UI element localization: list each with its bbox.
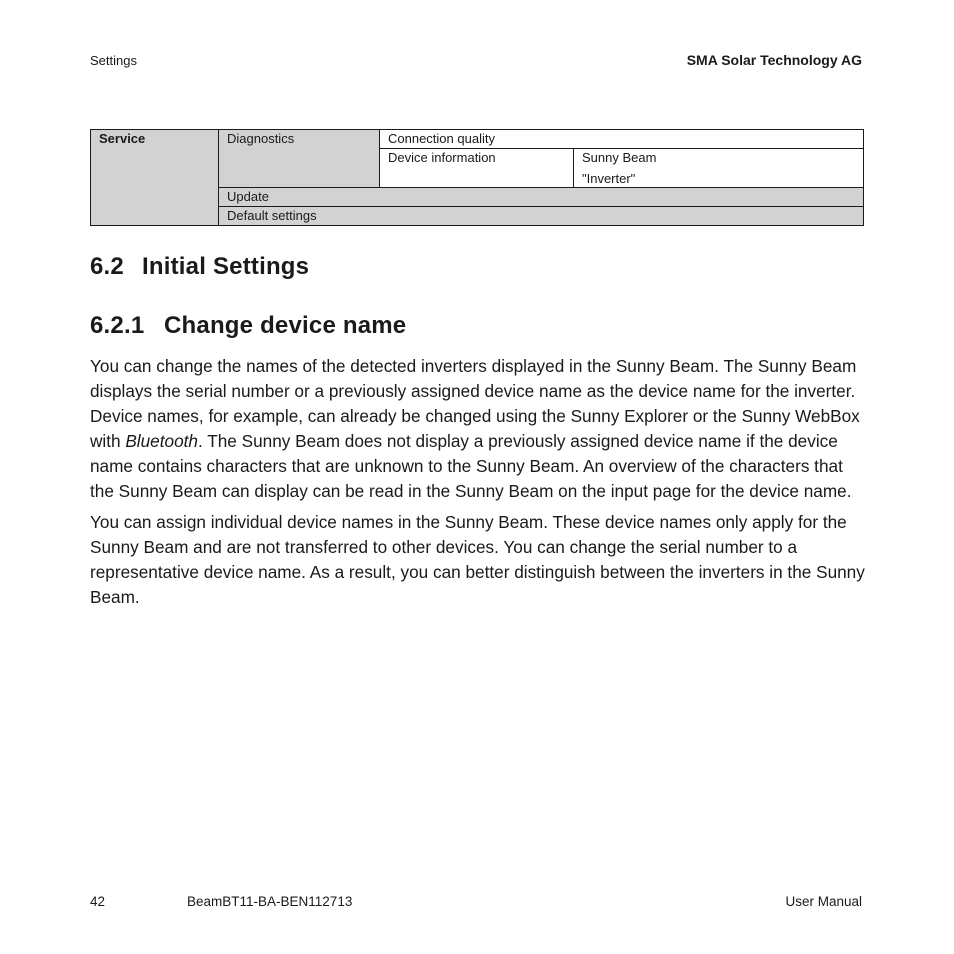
menu-cell-sunny-beam xyxy=(574,149,864,188)
paragraph-text: . The Sunny Beam does not display a previously assigned device name if the device name contains characters that are unknown to the Sunny Beam. An overview of the characters that the Sunny Beam can display can be read in the Sunny Beam on the input page for the device name. xyxy=(90,431,852,501)
menu-cell-inverter-label: "Inverter" xyxy=(582,171,636,186)
menu-cell-connection-quality: Connection quality xyxy=(380,130,864,149)
menu-cell-update: Update xyxy=(219,188,864,207)
footer-page-number: 42 xyxy=(90,894,106,909)
footer-manual-label: User Manual xyxy=(785,894,862,909)
header-company-name: SMA Solar Technology AG xyxy=(686,52,862,68)
heading-change-device-name xyxy=(90,312,406,340)
menu-cell-diagnostics: Diagnostics xyxy=(219,130,380,188)
menu-cell-default-settings: Default settings xyxy=(219,207,864,226)
paragraph-italic-term: Bluetooth xyxy=(125,431,198,451)
heading-number: 6.2.1 xyxy=(90,312,145,339)
heading-number: 6.2 xyxy=(90,253,124,280)
menu-cell-device-information: Device information xyxy=(380,149,574,188)
menu-structure-table xyxy=(90,129,864,226)
paragraph-text: You can change the names of the detected inverters displayed in the Sunny Beam. The Sunny Beam displays the serial number or a previously assigned device name as the device name for the inverter. Device names, for example, can already be changed using the Sunny Explorer or the Sunny WebBox with xyxy=(90,356,860,451)
menu-cell-sunny-beam-label: Sunny Beam xyxy=(582,150,657,165)
header-section-label: Settings xyxy=(90,53,137,68)
footer-document-id: BeamBT11-BA-BEN112713 xyxy=(187,894,353,909)
menu-cell-service: Service xyxy=(91,130,219,226)
heading-title: Initial Settings xyxy=(142,253,310,280)
heading-initial-settings xyxy=(90,253,309,281)
paragraph-change-names xyxy=(90,354,870,504)
heading-title: Change device name xyxy=(164,312,407,339)
paragraph-assign-names: You can assign individual device names in the Sunny Beam. These device names only apply for the Sunny Beam and are not transferred to other devices. You can change the serial number to a representative device name. As a result, you can better distinguish between the inverters in the Sunny Beam. xyxy=(90,512,865,607)
